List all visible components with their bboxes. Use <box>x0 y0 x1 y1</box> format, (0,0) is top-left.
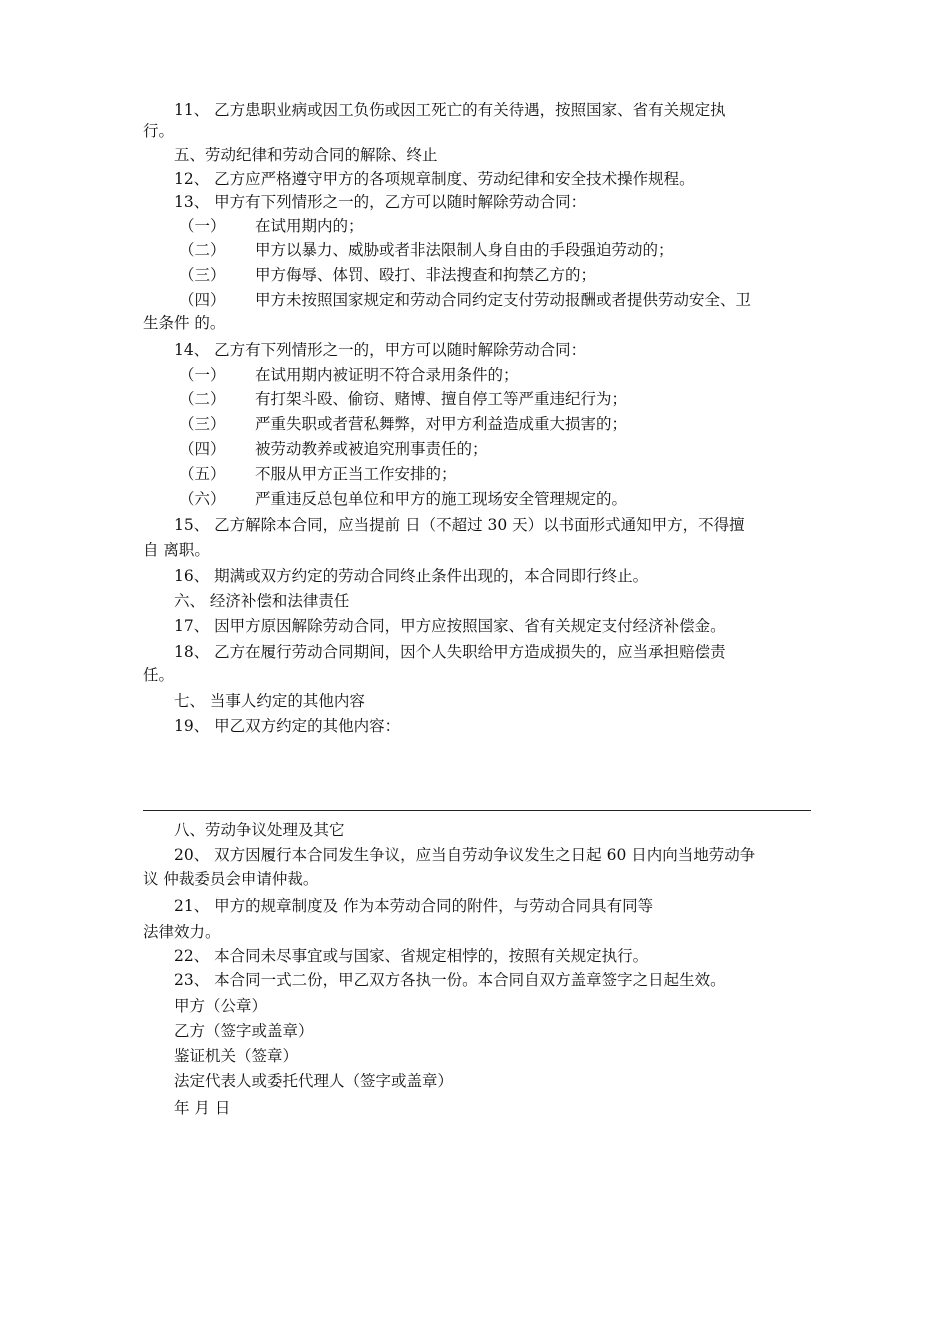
clause-12: 12、 乙方应严格遵守甲方的各项规章制度、劳动纪律和安全技术操作规程。 <box>174 170 695 188</box>
section-8-heading: 八、劳动争议处理及其它 <box>174 821 345 839</box>
signature-date: 年 月 日 <box>174 1099 231 1117</box>
clause-13-item-1 <box>179 216 364 236</box>
clause-20-line-1: 20、 双方因履行本合同发生争议，应当自劳动争议发生之日起 60 日内向当地劳动争 <box>174 846 756 864</box>
clause-11-line-1: 11、 乙方患职业病或因工负伤或因工死亡的有关待遇，按照国家、省有关规定执 <box>174 101 726 119</box>
item-label: （二） <box>179 390 226 408</box>
signature-authority: 鉴证机关（签章） <box>174 1047 299 1065</box>
section-6-heading: 六、 经济补偿和法律责任 <box>174 592 350 610</box>
section-5-heading: 五、劳动纪律和劳动合同的解除、终止 <box>174 146 438 164</box>
clause-19: 19、 甲乙双方约定的其他内容： <box>174 717 401 735</box>
item-text: 有打架斗殴、偷窃、赌博、擅自停工等严重违纪行为； <box>255 390 628 408</box>
item-text: 被劳动教养或被追究刑事责任的； <box>255 440 488 458</box>
clause-16: 16、 期满或双方约定的劳动合同终止条件出现的，本合同即行终止。 <box>174 567 649 585</box>
signature-party-b: 乙方（签字或盖章） <box>174 1022 314 1040</box>
item-label: （四） <box>179 440 226 458</box>
clause-11-line-2: 行。 <box>143 122 175 140</box>
item-text: 不服从甲方正当工作安排的； <box>255 465 457 483</box>
signature-representative: 法定代表人或委托代理人（签字或盖章） <box>174 1072 454 1090</box>
item-text: 甲方以暴力、威胁或者非法限制人身自由的手段强迫劳动的； <box>255 241 674 259</box>
item-label: （五） <box>179 465 226 483</box>
clause-21-line-1: 21、 甲方的规章制度及 作为本劳动合同的附件，与劳动合同具有同等 <box>174 897 654 915</box>
clause-13-item-3 <box>179 265 596 285</box>
clause-13-item-4 <box>179 290 751 310</box>
clause-13-item-2 <box>179 240 674 260</box>
clause-15-line-2: 自 离职。 <box>143 541 210 559</box>
clause-14-item-2 <box>179 389 627 409</box>
item-label: （六） <box>179 490 226 508</box>
clause-15-line-1: 15、 乙方解除本合同，应当提前 日（不超过 30 天）以书面形式通知甲方，不得擅 <box>174 516 745 534</box>
horizontal-divider <box>143 810 811 811</box>
clause-13-item-4-cont: 生条件 的。 <box>143 314 226 332</box>
item-text: 在试用期内被证明不符合录用条件的； <box>255 366 519 384</box>
item-label: （三） <box>179 415 226 433</box>
clause-17: 17、 因甲方原因解除劳动合同，甲方应按照国家、省有关规定支付经济补偿金。 <box>174 617 726 635</box>
clause-14-item-1 <box>179 365 519 385</box>
item-text: 严重违反总包单位和甲方的施工现场安全管理规定的。 <box>255 490 628 508</box>
clause-14-item-4 <box>179 439 488 459</box>
section-7-heading: 七、 当事人约定的其他内容 <box>174 692 365 710</box>
clause-23: 23、 本合同一式二份，甲乙双方各执一份。本合同自双方盖章签字之日起生效。 <box>174 971 726 989</box>
clause-21-line-2: 法律效力。 <box>143 923 221 941</box>
signature-party-a: 甲方（公章） <box>174 997 268 1015</box>
clause-14-item-5 <box>179 464 457 484</box>
clause-18-line-1: 18、 乙方在履行劳动合同期间，因个人失职给甲方造成损失的，应当承担赔偿责 <box>174 643 726 661</box>
item-text: 在试用期内的； <box>255 217 364 235</box>
item-label: （四） <box>179 291 226 309</box>
item-label: （二） <box>179 241 226 259</box>
clause-14-item-6 <box>179 489 627 509</box>
item-label: （一） <box>179 366 226 384</box>
clause-13: 13、 甲方有下列情形之一的，乙方可以随时解除劳动合同： <box>174 193 587 211</box>
item-text: 甲方侮辱、体罚、殴打、非法搜查和拘禁乙方的； <box>255 266 597 284</box>
item-label: （三） <box>179 266 226 284</box>
item-text: 严重失职或者营私舞弊，对甲方利益造成重大损害的； <box>255 415 628 433</box>
clause-22: 22、 本合同未尽事宜或与国家、省规定相悖的，按照有关规定执行。 <box>174 947 649 965</box>
clause-14: 14、 乙方有下列情形之一的，甲方可以随时解除劳动合同： <box>174 341 587 359</box>
item-label: （一） <box>179 217 226 235</box>
clause-20-line-2: 议 仲裁委员会申请仲裁。 <box>143 870 319 888</box>
item-text: 甲方未按照国家规定和劳动合同约定支付劳动报酬或者提供劳动安全、卫 <box>255 291 752 309</box>
clause-18-line-2: 任。 <box>143 666 175 684</box>
clause-14-item-3 <box>179 414 627 434</box>
